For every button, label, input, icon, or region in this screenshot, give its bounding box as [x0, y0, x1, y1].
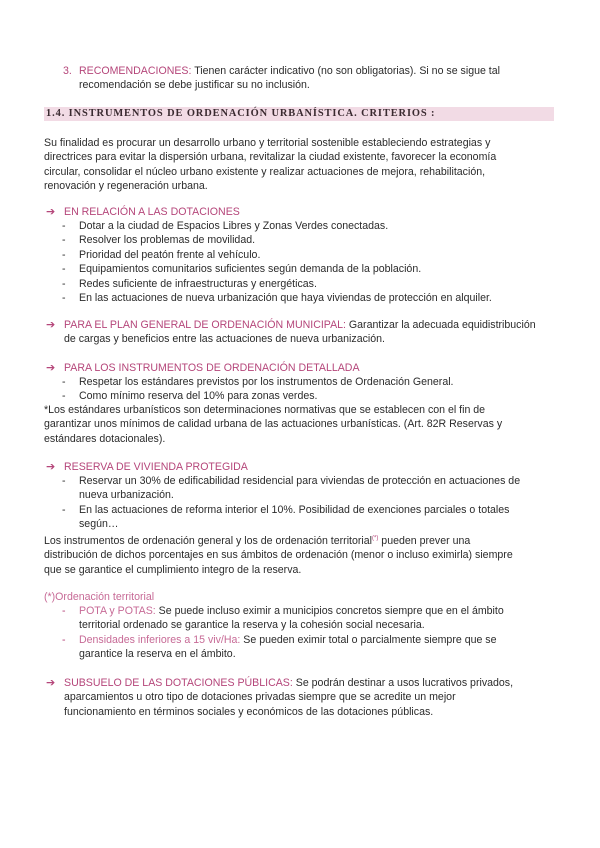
ordenacion-territorial-title: (*)Ordenación territorial: [44, 591, 155, 603]
section-plan-general: ➔ PARA EL PLAN GENERAL DE ORDENACIÓN MUNICIPAL: Garantizar la adecuada equidistribución de cargas y beneficios entre las actuaciones de nueva urbanización.: [46, 319, 536, 346]
section-title-text: EN RELACIÓN A LAS DOTACIONES: [64, 206, 240, 218]
list-item: - Equipamientos comunitarios suficientes según demanda de la población.: [62, 263, 422, 276]
list-item: - Como mínimo reserva del 10% para zonas verdes.: [62, 390, 318, 403]
list-item: - En las actuaciones de reforma interior el 10%. Posibilidad de exenciones parciales o totales según…: [62, 503, 510, 531]
list-item: - Respetar los estándares previstos por los instrumentos de Ordenación General.: [62, 376, 454, 388]
section-dotaciones-title: [46, 205, 556, 219]
list-item: - Dotar a la ciudad de Espacios Libres y Zonas Verdes conectadas.: [62, 220, 389, 232]
intro-line: renovación y regeneración urbana.: [44, 180, 208, 193]
intro-paragraph: [44, 136, 554, 194]
dotaciones-list: [62, 219, 552, 305]
list-item: - Reservar un 30% de edificabilidad residencial para viviendas de protección en actuaciones de nueva urbanización.: [62, 475, 521, 502]
reserva-paragraph: Los instrumentos de ordenación general y los de ordenación territorial(*) pueden prever una distribución de dichos porcentajes en sus ámbitos de ordenación (menor o incluso eximirla) siempre que se garantice el cumplimiento integro de la reserva.: [44, 535, 513, 576]
list-item: - Resolver los problemas de movilidad.: [62, 234, 256, 247]
vivienda-protegida-list: [62, 474, 552, 532]
section-title-text: SUBSUELO DE LAS DOTACIONES PÚBLICAS:: [64, 677, 293, 689]
section-subsuelo: ➔ SUBSUELO DE LAS DOTACIONES PÚBLICAS: Se podrán destinar a usos lucrativos privados, aparcamientos u otro tipo de dotaciones privadas siempre que se acredite un mejor funcionamiento en términos sociales y económicos de las dotaciones públicas.: [46, 677, 514, 718]
arrow-right-icon: ➔: [46, 319, 56, 331]
recommendations-item: [63, 64, 543, 93]
recommendations-label: RECOMENDACIONES:: [79, 65, 192, 77]
intro-line: directrices para evitar la dispersión urbana, revitalizar la ciudad existente, favorecer la economía: [44, 151, 497, 164]
intro-line: Su finalidad es procurar un desarrollo urbano y territorial sostenible estableciendo estrategias y: [44, 137, 491, 149]
ordenacion-territorial-list: [62, 604, 552, 662]
footnote-marker: (*): [372, 535, 379, 542]
list-item: - POTA y POTAS: Se puede incluso eximir a municipios concretos siempre que en el ámbito territorial ordenado se garantice la reserva y la cohesión social necesaria.: [62, 605, 504, 632]
arrow-right-icon: ➔: [46, 461, 56, 473]
ordenacion-detallada-list: [62, 375, 552, 404]
list-item: - Densidades inferiores a 15 viv/Ha: Se pueden eximir total o parcialmente siempre que se garantice la reserva en el ámbito.: [62, 633, 497, 661]
intro-line: circular, consolidar el núcleo urbano existente y realizar actuaciones de mejora, rehabilitación,: [44, 165, 486, 178]
section-title-text: PARA LOS INSTRUMENTOS DE ORDENACIÓN DETALLADA: [64, 362, 360, 374]
section-title-text: PARA EL PLAN GENERAL DE ORDENACIÓN MUNICIPAL:: [64, 319, 346, 331]
section-heading: 1.4. INSTRUMENTOS DE ORDENACIÓN URBANÍSTICA. CRITERIOS :: [46, 108, 436, 119]
arrow-right-icon: ➔: [46, 206, 56, 218]
list-item: - Redes suficiente de infraestructuras y energéticas.: [62, 277, 317, 290]
list-item: - Prioridad del peatón frente al vehículo.: [62, 248, 261, 261]
arrow-right-icon: ➔: [46, 677, 56, 689]
recommendations-text-cont: recomendación se debe justificar su no inclusión.: [79, 79, 310, 92]
section-vivienda-protegida-title: [46, 460, 556, 474]
section-title-text: RESERVA DE VIVIENDA PROTEGIDA: [64, 461, 248, 473]
list-item: - En las actuaciones de nueva urbanización que haya viviendas de protección en alquiler.: [62, 292, 492, 305]
item-number: 3.: [63, 65, 72, 77]
recommendations-text: Tienen carácter indicativo (no son obligatorias). Si no se sigue tal: [191, 65, 501, 77]
section-ordenacion-detallada-title: [46, 361, 556, 375]
arrow-right-icon: ➔: [46, 362, 56, 374]
standards-note: *Los estándares urbanísticos son determinaciones normativas que se establecen con el fin de garantizar unos mínimos de calidad urbana de las actuaciones urbanísticas. (Art. 82R Reservas y estándares dotacionales).: [44, 404, 503, 445]
